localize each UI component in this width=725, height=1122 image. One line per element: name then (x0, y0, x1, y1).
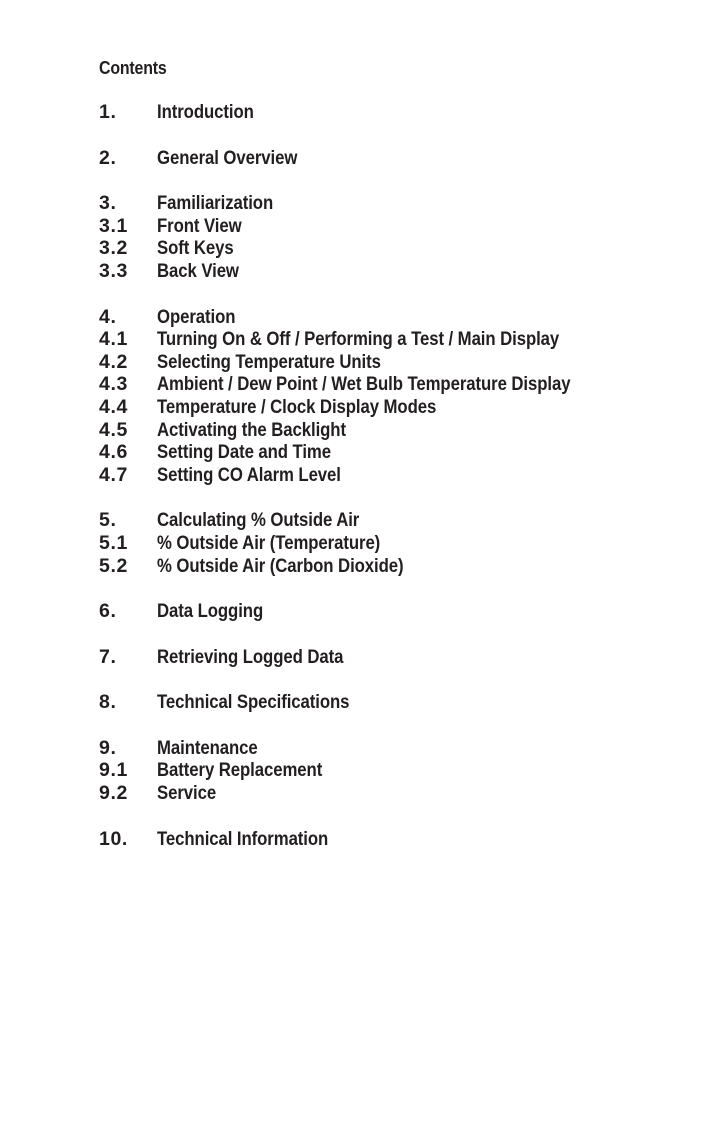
toc-entry[interactable] (99, 396, 638, 419)
toc-entry-number: 1. (99, 101, 117, 123)
toc-entry-number: 3.1 (99, 214, 128, 237)
toc-entry-number: 5. (99, 509, 117, 532)
toc-entry[interactable] (99, 646, 638, 669)
toc-entry-label: Technical Specifications (157, 691, 350, 714)
toc-entry-number: 4.2 (99, 350, 128, 373)
toc-entry-label: Selecting Temperature Units (157, 350, 381, 373)
toc-entry-label: Temperature / Clock Display Modes (157, 395, 437, 418)
toc-entry[interactable] (99, 464, 638, 487)
toc-entry-number: 8. (99, 691, 117, 714)
toc-entry[interactable] (99, 828, 638, 851)
toc-entry-label: Data Logging (157, 600, 264, 623)
table-of-contents (99, 101, 638, 873)
toc-entry-label: Back View (157, 259, 239, 282)
toc-entry-number: 4.1 (99, 328, 128, 351)
toc-entry[interactable] (99, 532, 638, 555)
toc-entry-label: Activating the Backlight (157, 418, 346, 441)
toc-entry-label: Retrieving Logged Data (157, 645, 344, 668)
toc-entry-number: 9. (99, 736, 117, 759)
toc-entry-number: 3. (99, 192, 117, 215)
toc-entry-label: Turning On & Off / Performing a Test / Main Display (157, 328, 560, 351)
toc-section (99, 828, 638, 851)
toc-section (99, 147, 638, 170)
toc-entry-label: Introduction (157, 101, 254, 123)
toc-entry[interactable] (99, 192, 638, 215)
toc-entry-label: General Overview (157, 146, 298, 169)
toc-entry-number: 5.1 (99, 531, 128, 554)
toc-section (99, 101, 638, 124)
toc-entry[interactable] (99, 600, 638, 623)
toc-entry-label: Service (157, 782, 217, 805)
toc-entry[interactable] (99, 328, 638, 351)
toc-section (99, 737, 638, 805)
toc-entry-number: 5.2 (99, 554, 128, 577)
toc-entry[interactable] (99, 215, 638, 238)
toc-entry-label: Technical Information (157, 827, 329, 850)
toc-entry-label: Operation (157, 305, 236, 328)
toc-entry[interactable] (99, 555, 638, 578)
toc-entry[interactable] (99, 759, 638, 782)
toc-entry-number: 6. (99, 600, 117, 623)
toc-entry-label: Calculating % Outside Air (157, 509, 360, 532)
toc-entry-label: Maintenance (157, 736, 258, 759)
toc-entry-number: 4.5 (99, 418, 128, 441)
toc-entry-label: Ambient / Dew Point / Wet Bulb Temperature Display (157, 373, 571, 396)
toc-entry-label: Familiarization (157, 192, 274, 215)
toc-section (99, 306, 638, 487)
toc-entry[interactable] (99, 237, 638, 260)
toc-entry[interactable] (99, 509, 638, 532)
toc-entry-number: 4.7 (99, 463, 128, 486)
toc-section (99, 600, 638, 623)
toc-entry-label: % Outside Air (Temperature) (157, 531, 381, 554)
toc-entry-number: 7. (99, 645, 117, 668)
toc-entry[interactable] (99, 351, 638, 374)
toc-section (99, 509, 638, 577)
toc-entry[interactable] (99, 260, 638, 283)
toc-entry-label: Soft Keys (157, 237, 234, 260)
toc-entry-label: Setting Date and Time (157, 441, 332, 464)
toc-entry[interactable] (99, 147, 638, 170)
toc-entry-label: % Outside Air (Carbon Dioxide) (157, 554, 404, 577)
contents-title: Contents (99, 57, 167, 78)
toc-entry[interactable] (99, 101, 638, 124)
toc-entry-number: 4.3 (99, 373, 128, 396)
toc-entry-number: 3.2 (99, 237, 128, 260)
toc-entry[interactable] (99, 373, 638, 396)
toc-entry[interactable] (99, 737, 638, 760)
toc-entry-label: Battery Replacement (157, 759, 323, 782)
toc-entry[interactable] (99, 306, 638, 329)
toc-entry-number: 4. (99, 305, 117, 328)
toc-entry-number: 10. (99, 827, 128, 850)
toc-entry-number: 3.3 (99, 259, 128, 282)
toc-entry-label: Front View (157, 214, 242, 237)
toc-entry[interactable] (99, 782, 638, 805)
toc-entry-number: 9.1 (99, 759, 128, 782)
toc-section (99, 192, 638, 282)
toc-entry[interactable] (99, 441, 638, 464)
toc-section (99, 646, 638, 669)
toc-entry-number: 2. (99, 146, 117, 169)
toc-entry[interactable] (99, 691, 638, 714)
toc-entry-number: 4.4 (99, 395, 128, 418)
toc-entry[interactable] (99, 419, 638, 442)
toc-entry-label: Setting CO Alarm Level (157, 463, 341, 486)
toc-entry-number: 9.2 (99, 782, 128, 805)
toc-section (99, 691, 638, 714)
toc-entry-number: 4.6 (99, 441, 128, 464)
